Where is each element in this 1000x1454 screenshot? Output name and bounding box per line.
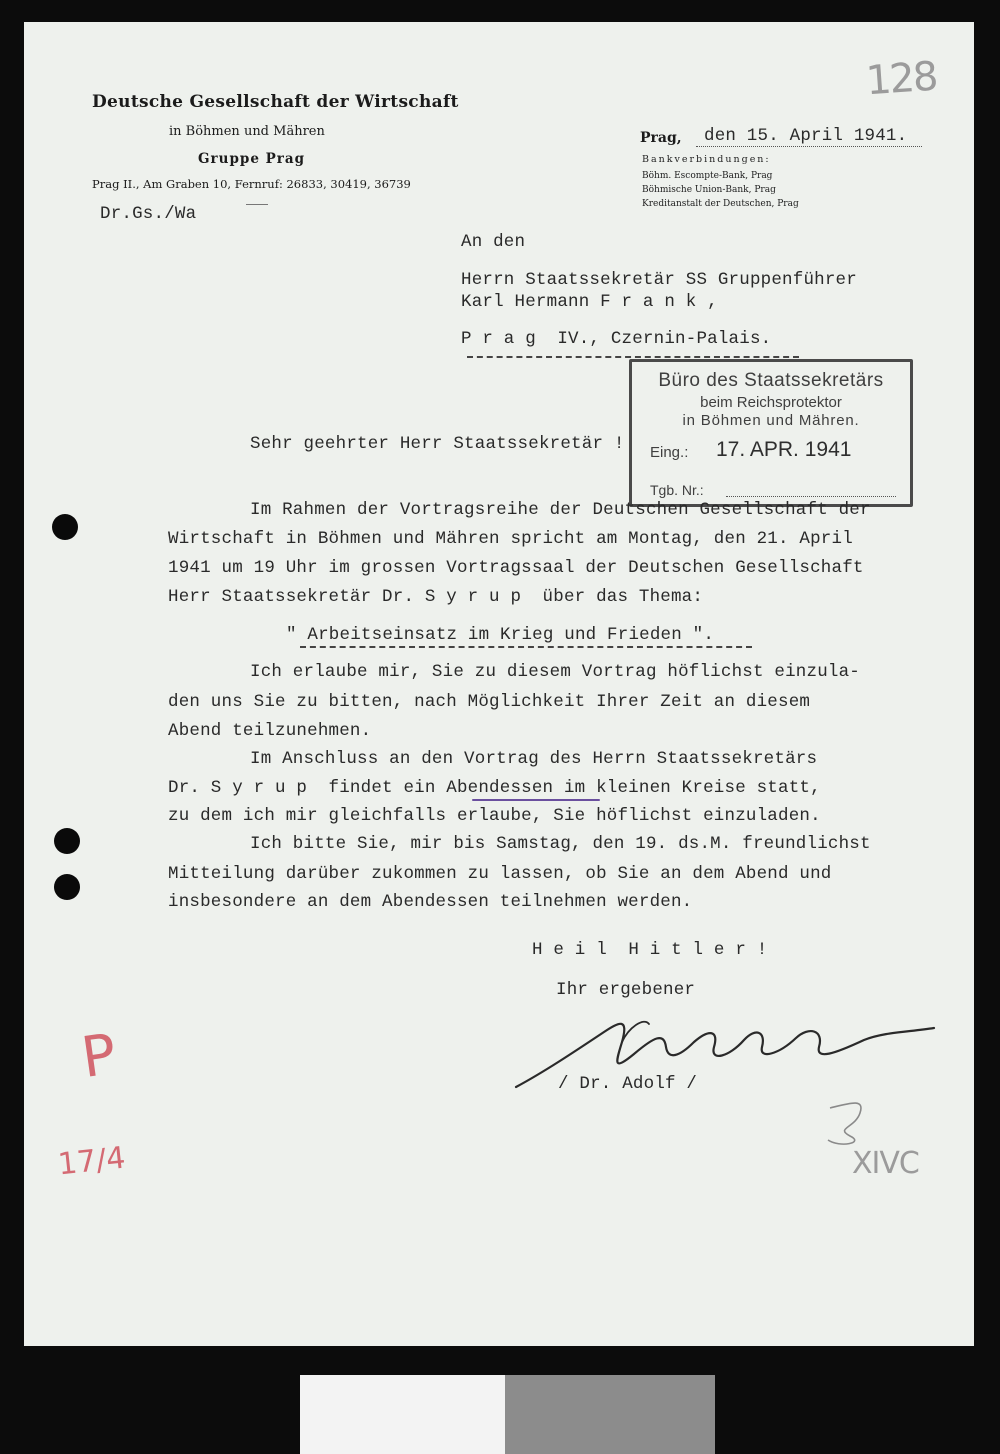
body-line: 1941 um 19 Uhr im grossen Vortragssaal der Deutschen Gesellschaft [168, 558, 864, 578]
letterhead-subtitle: in Böhmen und Mähren [169, 124, 325, 139]
reference-code: Dr.Gs./Wa [100, 204, 197, 224]
date-place: Prag, [640, 130, 682, 146]
received-stamp [629, 359, 913, 507]
red-date: 17/4 [56, 1140, 128, 1183]
purple-underline [472, 799, 600, 801]
letter-date: den 15. April 1941. [704, 126, 908, 146]
lecture-topic: " Arbeitseinsatz im Krieg und Frieden ". [286, 625, 715, 645]
punch-hole [52, 514, 78, 540]
stamp-received-date: 17. APR. 1941 [716, 438, 852, 461]
red-initial: P [77, 1021, 121, 1092]
calibration-gray [505, 1375, 715, 1454]
letterhead-group: Gruppe Prag [198, 151, 306, 167]
letterhead-address: Prag II., Am Graben 10, Fernruf: 26833, 30419, 36739 [92, 177, 411, 191]
body-line: Dr. S y r u p findet ein Abendessen im kleinen Kreise statt, [168, 778, 821, 798]
letter-page [24, 22, 974, 1346]
punch-hole [54, 874, 80, 900]
stamp-journal-label: Tgb. Nr.: [650, 482, 704, 498]
stamp-office: Büro des Staatssekretärs [658, 370, 884, 391]
date-dotted-line [696, 146, 922, 147]
stamp-office: beim Reichsprotektor [700, 394, 842, 411]
stamp-office: in Böhmen und Mähren. [682, 412, 860, 429]
recipient-line: Karl Hermann F r a n k , [461, 292, 718, 312]
closing-greeting: H e i l H i t l e r ! [532, 940, 768, 960]
recipient-underline [467, 356, 799, 358]
stamp-journal-line [726, 496, 896, 497]
recipient-line: An den [461, 232, 526, 252]
body-line: Ich erlaube mir, Sie zu diesem Vortrag höflichst einzula- [250, 662, 860, 682]
bank-line: Böhmische Union-Bank, Prag [642, 185, 776, 195]
body-line: zu dem ich mir gleichfalls erlaube, Sie höflichst einzuladen. [168, 806, 821, 826]
calibration-white [300, 1375, 505, 1454]
bank-heading: Bankverbindungen: [642, 154, 771, 165]
bank-line: Kreditanstalt der Deutschen, Prag [642, 199, 799, 209]
punch-hole [54, 828, 80, 854]
body-line: Herr Staatssekretär Dr. S y r u p über das Thema: [168, 587, 704, 607]
body-line: insbesondere an dem Abendessen teilnehmen werden. [168, 892, 693, 912]
body-line: Abend teilzunehmen. [168, 721, 372, 741]
recipient-line: P r a g IV., Czernin-Palais. [461, 329, 772, 349]
body-line: Wirtschaft in Böhmen und Mähren spricht am Montag, den 21. April [168, 529, 853, 549]
recipient-line: Herrn Staatssekretär SS Gruppenführer [461, 270, 857, 290]
closing-signer: / Dr. Adolf / [558, 1074, 698, 1094]
body-line: den uns Sie zu bitten, nach Möglichkeit Ihrer Zeit an diesem [168, 692, 811, 712]
letterhead-divider [246, 204, 268, 205]
stamp-received-label: Eing.: [650, 444, 689, 461]
pencil-code: XIVC [852, 1146, 919, 1181]
body-line: Mitteilung darüber zukommen zu lassen, ob Sie an dem Abend und [168, 864, 832, 884]
body-line: Ich bitte Sie, mir bis Samstag, den 19. ds.M. freundlichst [250, 834, 871, 854]
topic-underline [300, 646, 752, 648]
folio-number: 128 [864, 53, 938, 105]
body-line: Im Rahmen der Vortragsreihe der Deutschen Gesellschaft der [250, 500, 871, 520]
bank-line: Böhm. Escompte-Bank, Prag [642, 171, 773, 181]
letterhead-title: Deutsche Gesellschaft der Wirtschaft [92, 92, 459, 112]
body-line: Im Anschluss an den Vortrag des Herrn Staatssekretärs [250, 749, 818, 769]
salutation: Sehr geehrter Herr Staatssekretär ! [250, 434, 625, 454]
closing-regards: Ihr ergebener [556, 980, 696, 1000]
